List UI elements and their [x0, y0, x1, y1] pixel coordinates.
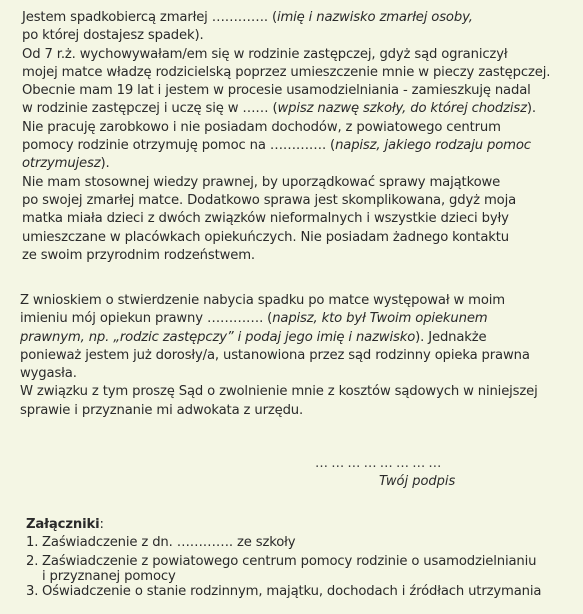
text-line: mojej matce władzę rodzicielską poprzez umieszczenie mnie w pieczy zastępczej.	[22, 64, 551, 80]
text-line: imieniu mój opiekun prawny …………. (napisz, kto był Twoim opiekunem	[20, 311, 488, 327]
attachment-item-continuation: i przyznanej pomocy	[42, 568, 176, 584]
attachment-item: 2. Zaświadczenie z powiatowego centrum pomocy rodzinie o usamodzielnianiu	[26, 553, 537, 569]
paragraph-request	[20, 292, 538, 420]
text-line: po której dostajesz spadek).	[22, 28, 204, 44]
signature-line: ……………………	[315, 456, 445, 471]
text-line: Z wnioskiem o stwierdzenie nabycia spadku po matce występował w moim	[20, 293, 505, 308]
text-line: Nie pracuję zarobkowo i nie posiadam dochodów, z powiatowego centrum	[22, 119, 501, 135]
text-line: W związku z tym proszę Sąd o zwolnienie mnie z kosztów sądowych w niniejszej	[20, 384, 538, 400]
attachments-heading: Załączniki:	[26, 517, 104, 532]
text-line: matka miała dzieci z dwóch związków nieformalnych i wszystkie dzieci były	[22, 211, 509, 227]
text-line: wygasła.	[20, 366, 77, 382]
text-line: ponieważ jestem już dorosły/a, ustanowiona przez sąd rodzinny opieka prawna	[20, 347, 530, 363]
text-line: otrzymujesz).	[22, 156, 110, 172]
text-line: po swojej zmarłej matce. Dodatkowo sprawa jest skomplikowana, gdyż moja	[22, 192, 517, 208]
text-line: Jestem spadkobiercą zmarłej …………. (imię i nazwisko zmarłej osoby,	[22, 10, 473, 25]
paragraph-applicant-situation	[22, 9, 550, 265]
text-line: prawnym, np. „rodzic zastępczy” i podaj jego imię i nazwisko). Jednakże	[20, 329, 487, 345]
attachments-section	[26, 516, 541, 601]
text-line: Nie mam stosownej wiedzy prawnej, by uporządkować sprawy majątkowe	[22, 174, 501, 190]
text-line: Obecnie mam 19 lat i jestem w procesie usamodzielniania - zamieszkuję nadal	[22, 83, 531, 99]
text-line: Od 7 r.ż. wychowywałam/em się w rodzinie zastępczej, gdyż sąd ograniczył	[22, 46, 508, 62]
text-line: ze swoim przyrodnim rodzeństwem.	[22, 247, 255, 263]
attachment-item: 1. Zaświadczenie z dn. …………. ze szkoły	[26, 535, 296, 551]
attachment-item: 3. Oświadczenie o stanie rodzinnym, majątku, dochodach i źródłach utrzymania	[26, 583, 542, 599]
text-line: pomocy rodzinie otrzymuję pomoc na …………. (napisz, jakiego rodzaju pomoc	[22, 138, 531, 154]
text-line: w rodzinie zastępczej i uczę się w …… (wpisz nazwę szkoły, do której chodzisz).	[22, 101, 536, 117]
signature-label: Twój podpis	[379, 474, 456, 489]
text-line: umieszczane w placówkach opiekuńczych. Nie posiadam żadnego kontaktu	[22, 229, 509, 245]
text-line: sprawie i przyznanie mi adwokata z urzędu.	[20, 402, 304, 418]
